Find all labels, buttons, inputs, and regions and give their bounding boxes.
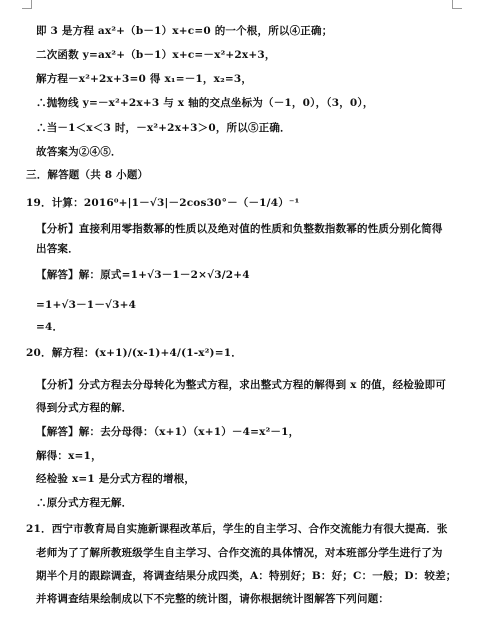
- answer-line: 【解答】解：原式=1+√3－1－2×√3/2+4: [36, 269, 250, 281]
- answer-line: ∴原分式方程无解．: [36, 497, 133, 509]
- question-text-line: 并将调查结果绘制成以下不完整的统计图，请你根据统计图解答下列问题：: [36, 593, 390, 605]
- answer-line: 经检验 x=1 是分式方程的增根，: [36, 473, 196, 485]
- solution-line: ∴抛物线 y=－x²+2x+3 与 x 轴的交点坐标为（－1，0），（3，0），: [36, 97, 374, 109]
- answer-line: 解得：x=1，: [36, 450, 102, 462]
- question-number: 20．: [26, 347, 52, 359]
- question-21: [26, 522, 448, 536]
- analysis-line: 得到分式方程的解．: [36, 402, 133, 414]
- solution-line: 二次函数 y=ax²+（b－1）x+c=－x²+2x+3，: [36, 49, 276, 61]
- solution-line: 即 3 是方程 ax²+（b－1）x+c=0 的一个根，所以④正确；: [36, 25, 333, 37]
- solution-line: 解方程－x²+2x+3=0 得 x₁=－1，x₂=3，: [36, 73, 253, 85]
- solution-line: 故答案为②④⑤．: [36, 146, 122, 158]
- question-20: [26, 346, 242, 360]
- analysis-line: 【分析】直接利用零指数幂的性质以及绝对值的性质和负整数指数幂的性质分别化简得: [36, 223, 443, 235]
- question-text: 解方程：(x+1)/(x-1)+4/(1-x²)=1．: [51, 347, 242, 359]
- answer-line: =4．: [36, 321, 64, 333]
- question-text-line: 老师为了了解所教班级学生自主学习、合作交流的具体情况，对本班部分学生进行了为: [36, 547, 443, 559]
- page-corner-mark: [22, 0, 32, 9]
- analysis-line: 出答案．: [36, 243, 79, 255]
- section-heading: 三．解答题（共 8 小题）: [26, 169, 149, 181]
- question-number: 19．: [26, 197, 52, 209]
- analysis-line: 【分析】分式方程去分母转化为整式方程，求出整式方程的解得到 x 的值，经检验即可: [36, 379, 447, 391]
- question-text: 西宁市教育局自实施新课程改革后，学生的自主学习、合作交流能力有很大提高．张: [51, 523, 448, 535]
- question-text: 计算：2016⁰+|1－√3|－2cos30°－（－1/4）⁻¹: [51, 197, 300, 209]
- answer-line: 【解答】解：去分母得：（x+1）（x+1）－4=x²－1，: [36, 426, 300, 438]
- page-corner-mark: [452, 0, 462, 9]
- solution-line: ∴当－1＜x＜3 时，－x²+2x+3＞0，所以⑤正确．: [36, 122, 291, 134]
- question-number: 21．: [26, 523, 52, 535]
- question-19: [26, 196, 299, 210]
- question-text-line: 期半个月的跟踪调查，将调查结果分成四类，A：特别好；B：好；C：一般；D：较差；: [36, 570, 457, 582]
- answer-line: =1+√3－1－√3+4: [36, 299, 137, 311]
